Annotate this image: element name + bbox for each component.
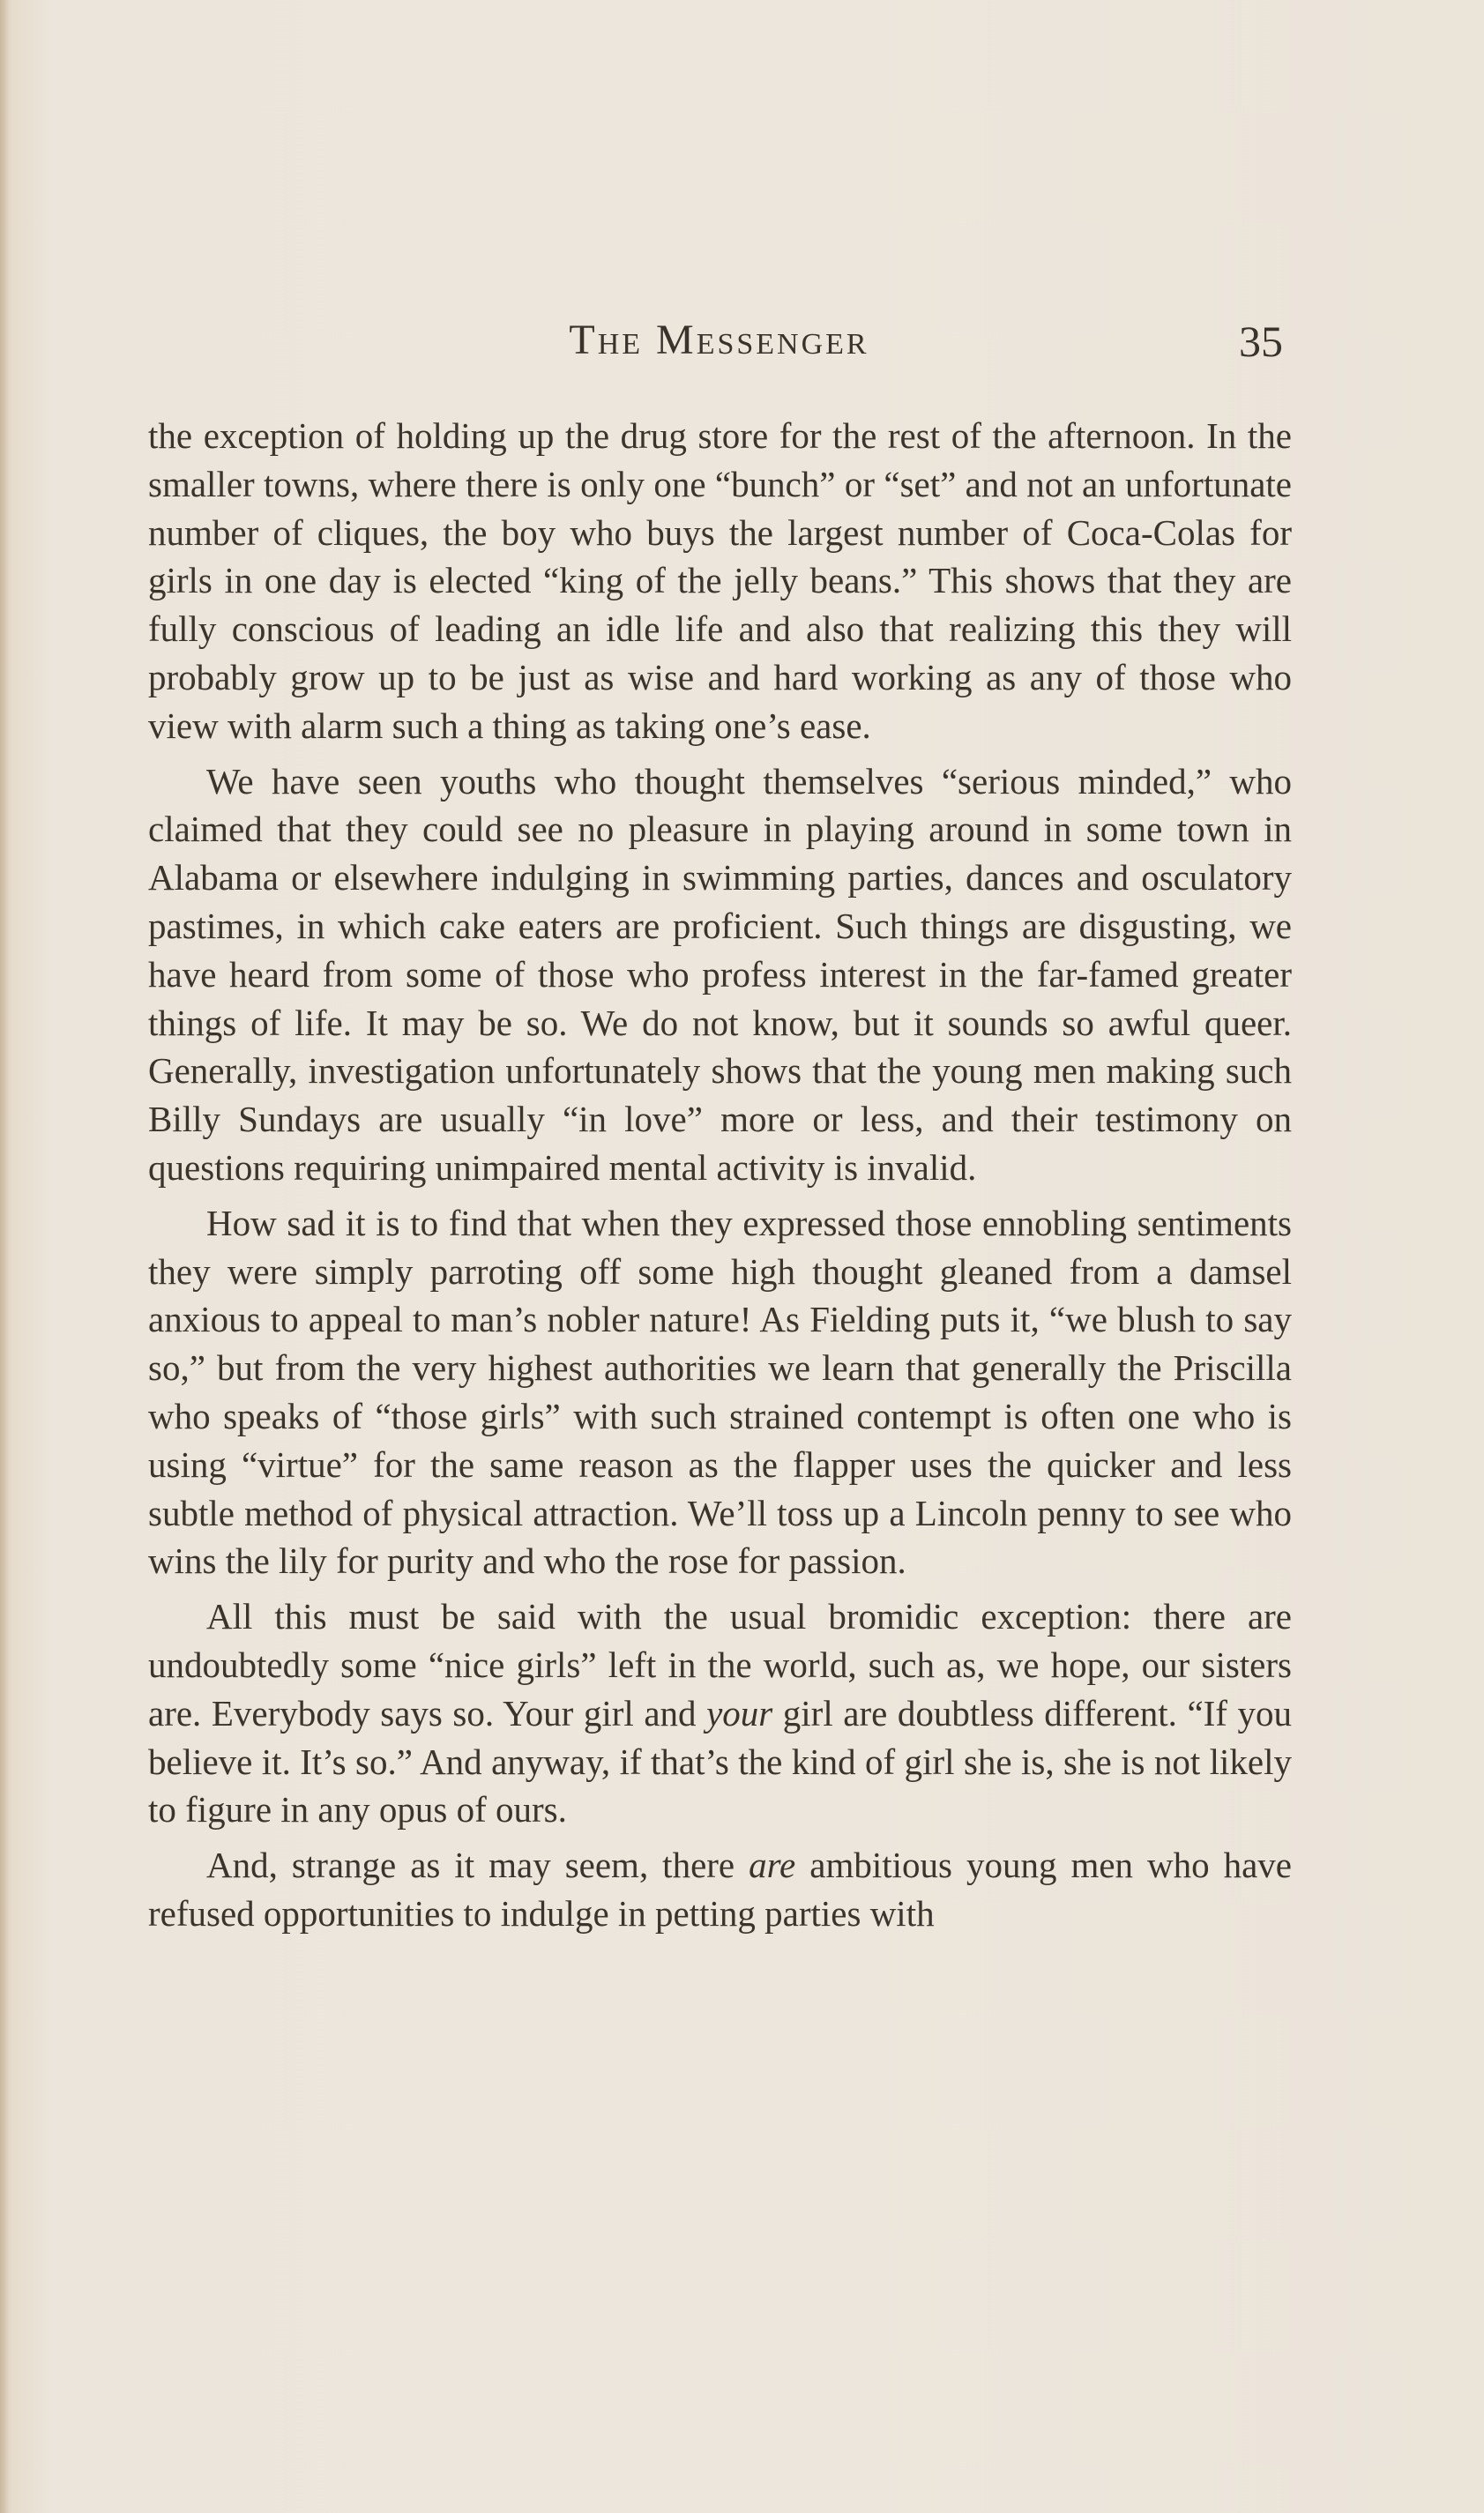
paragraph-5 [148, 1841, 1292, 1938]
page-gutter-shadow [0, 0, 9, 2513]
paragraph-3: How sad it is to find that when they expressed those ennobling sentiments they were simply parroting off some high thought gleaned from a damsel anxious to appeal to man’s nobler nature! As Fielding puts it, “we blush to say so,” but from the very highest authorities we learn that generally the Priscilla who speaks of “those girls” with such strained contempt is often one who is using “virtue” for the same reason as the flapper uses the quicker and less subtle method of physical attraction. We’ll toss up a Lincoln penny to see who wins the lily for purity and who the rose for passion. [148, 1202, 1292, 1582]
paragraph-5-emphasis: are [749, 1845, 796, 1886]
paragraph-5-text-before: And, strange as it may seem, there [206, 1845, 749, 1886]
paragraph-4-text-after: girl are doubtless different. “If you believe it. It’s so.” And anyway, if that’s the kind of girl she is, she is not likely to figure in any opus of ours. [148, 1692, 1293, 1831]
paragraph-1: the exception of holding up the drug store for the rest of the afternoon. In the smaller towns, where there is only one “bunch” or “set” and not an unfortunate number of cliques, the boy who buys the largest number of Coca-Colas for girls in one day is elected “king of the jelly beans.” This shows that they are fully conscious of leading an idle life and also that realizing this they will probably grow up to be just as wise and hard working as any of those who view with alarm such a thing as taking one’s ease. [148, 415, 1292, 746]
paragraph-4-emphasis: your [706, 1692, 773, 1734]
paragraph-4 [148, 1592, 1292, 1834]
body-text [148, 412, 1292, 1938]
page-number: 35 [1239, 317, 1283, 366]
running-head [148, 316, 1290, 377]
paragraph-4-text-before: All this must be said with the usual bromidic exception: there are undoubtedly some “nice girls” left in the world, such as, we hope, our sisters are. Everybody says so. Your girl and [148, 1596, 1292, 1734]
running-title: The Messenger [569, 317, 869, 363]
paragraph-5-text-after: ambitious young men who have refused opportunities to indulge in petting parties with [148, 1845, 1293, 1934]
paragraph-2: We have seen youths who thought themselves “serious minded,” who claimed that they could see no pleasure in playing around in some town in Alabama or elsewhere indulging in swimming parties, dances and osculatory pastimes, in which cake eaters are proficient. Such things are disgusting, we have heard from some of those who profess interest in the far-famed greater things of life. It may be so. We do not know, but it sounds so awful queer. Generally, investigation unfortunately shows that the young men making such Billy Sundays are usually “in love” more or less, and their testimony on questions requiring unimpaired mental activity is invalid. [148, 760, 1292, 1188]
